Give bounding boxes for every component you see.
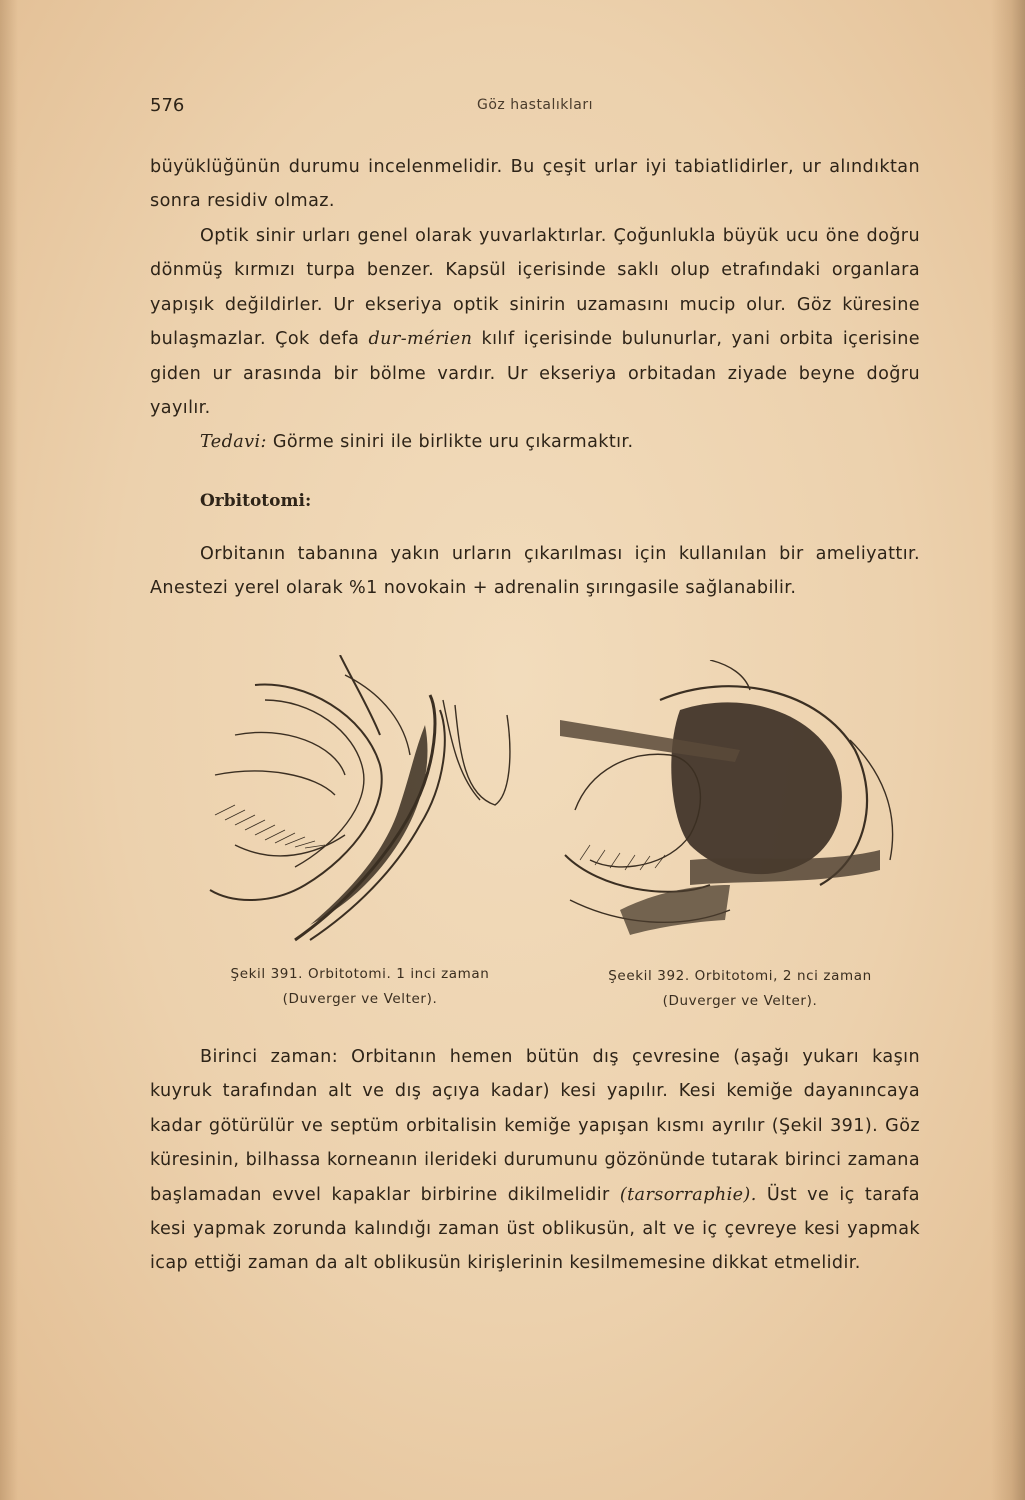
page-header [150, 95, 920, 119]
paragraph-4: Orbitanın tabanına yakın urların çıkarılması için kullanılan bir ameliyattır. Anestezi yerel olarak %1 novokain + adrenalin şırıngasile sağlanabilir. [150, 544, 920, 599]
section-heading: Orbitotomi: [200, 491, 312, 511]
figure-392-caption-line-1: Şeekil 392. Orbitotomi, 2 nci zaman [608, 968, 872, 984]
treatment-label: Tedavi: [200, 432, 267, 453]
figure-391-caption [185, 962, 535, 1012]
figure-391-illustration [195, 655, 525, 950]
italic-term: dur-mérien [368, 329, 473, 350]
paragraph-3: Tedavi: Görme siniri ile birlikte uru çıkarmaktır. [200, 432, 634, 453]
figure-391-caption-line-1: Şekil 391. Orbitotomi. 1 inci zaman [230, 966, 490, 982]
paragraph-1: büyüklüğünün durumu incelenmelidir. Bu çeşit urlar iyi tabiatlidirler, ur alındıktan sonra residiv olmaz. [150, 157, 920, 212]
page-number: 576 [150, 95, 185, 116]
first-stage-section [150, 1040, 920, 1281]
optic-tumor-section [150, 219, 920, 460]
italic-term-tarsorraphie: (tarsorraphie). [619, 1184, 757, 1205]
page-right-shadow [991, 0, 1025, 1500]
paragraph-5: Birinci zaman: Orbitanın hemen bütün dış çevresine (aşağı yukarı kaşın kuyruk tarafından alt ve dış açıya kadar) kesi yapılır. Kesi kemiğe dayanıncaya kadar götürülür ve septüm orbitalisin kemiğe yapışan kısmı ayrılır (Şekil 391). Göz küresinin, bilhassa korneanın ilerideki durumunu gözönünde tutarak birinci zamana başlamadan evvel kapaklar birbirine dikilmelidir (tarsorraphie). Üst ve iç tarafa kesi yapmak zorunda kalındığı zaman üst oblikusün, alt ve iç çevreye kesi yapmak icap ettiği zaman da alt oblikusün kirişlerinin kesilmemesine dikkat etmelidir. [150, 1047, 920, 1274]
paragraph-2: Optik sinir urları genel olarak yuvarlaktırlar. Çoğunlukla büyük ucu öne doğru dönmüş kırmızı turpa benzer. Kapsül içerisinde saklı olup etrafındaki organlara yapışık değildirler. Ur ekseriya optik sinirin uzamasını mucip olur. Göz küresine bulaşmazlar. Çok defa dur-mérien kılıf içerisinde bulunurlar, yani orbita içerisine giden ur arasında bir bölme vardır. Ur ekseriya orbitadan ziyade beyne doğru yayılır. [150, 226, 920, 419]
orbitotomy-intro [150, 537, 920, 606]
figure-392-illustration [560, 660, 915, 955]
figure-392-caption [570, 964, 910, 1014]
figure-392-caption-line-2: (Duverger ve Velter). [662, 993, 818, 1009]
figure-391-caption-line-2: (Duverger ve Velter). [282, 991, 438, 1007]
running-title: Göz hastalıkları [476, 97, 594, 113]
page-left-shadow [0, 0, 18, 1500]
paragraph-continuation [150, 150, 920, 219]
